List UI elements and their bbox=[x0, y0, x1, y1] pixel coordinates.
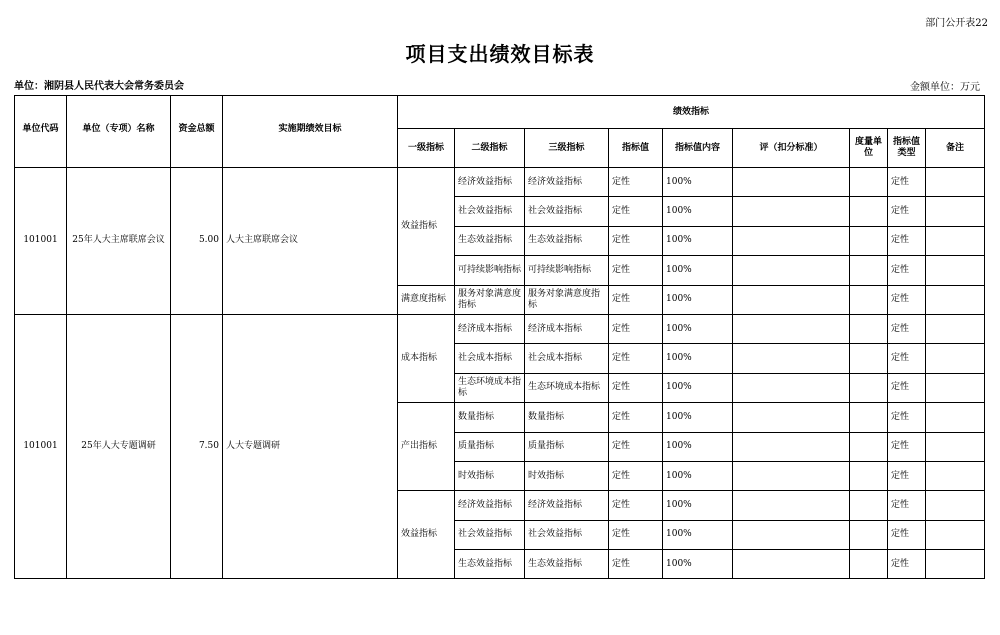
scoring-standard-cell bbox=[733, 520, 850, 549]
level1-indicator-cell: 产出指标 bbox=[398, 403, 455, 491]
level3-indicator-cell: 经济效益指标 bbox=[525, 168, 609, 197]
level2-indicator-cell: 生态效益指标 bbox=[455, 550, 525, 579]
amount-unit: 金额单位：万元 bbox=[910, 82, 980, 93]
level1-indicator-cell: 满意度指标 bbox=[398, 285, 455, 314]
scoring-standard-cell bbox=[733, 491, 850, 520]
indicator-content-cell: 100% bbox=[663, 256, 733, 285]
indicator-value-cell: 定性 bbox=[609, 168, 663, 197]
remark-cell bbox=[926, 285, 985, 314]
value-type-cell: 定性 bbox=[888, 432, 926, 461]
remark-cell bbox=[926, 461, 985, 490]
indicator-content-cell: 100% bbox=[663, 168, 733, 197]
level2-indicator-cell: 社会效益指标 bbox=[455, 197, 525, 226]
indicator-content-cell: 100% bbox=[663, 432, 733, 461]
header-value-type: 指标值类型 bbox=[888, 129, 926, 168]
remark-cell bbox=[926, 197, 985, 226]
level3-indicator-cell: 经济成本指标 bbox=[525, 314, 609, 343]
level3-indicator-cell: 社会效益指标 bbox=[525, 520, 609, 549]
table-row bbox=[15, 168, 985, 197]
indicator-value-cell: 定性 bbox=[609, 373, 663, 402]
value-type-cell: 定性 bbox=[888, 314, 926, 343]
header-level2: 二级指标 bbox=[455, 129, 525, 168]
total-amount-cell: 7.50 bbox=[171, 314, 223, 579]
level2-indicator-cell: 经济成本指标 bbox=[455, 314, 525, 343]
header-unit-name: 单位（专项）名称 bbox=[67, 96, 171, 168]
value-type-cell: 定性 bbox=[888, 491, 926, 520]
indicator-value-cell: 定性 bbox=[609, 197, 663, 226]
measure-unit-cell bbox=[850, 550, 888, 579]
level3-indicator-cell: 社会成本指标 bbox=[525, 344, 609, 373]
level3-indicator-cell: 质量指标 bbox=[525, 432, 609, 461]
indicator-value-cell: 定性 bbox=[609, 285, 663, 314]
level1-indicator-cell: 效益指标 bbox=[398, 168, 455, 286]
indicator-content-cell: 100% bbox=[663, 520, 733, 549]
value-type-cell: 定性 bbox=[888, 256, 926, 285]
remark-cell bbox=[926, 226, 985, 255]
remark-cell bbox=[926, 314, 985, 343]
remark-cell bbox=[926, 550, 985, 579]
measure-unit-cell bbox=[850, 285, 888, 314]
header-measure-unit: 度量单位 bbox=[850, 129, 888, 168]
level2-indicator-cell: 服务对象满意度指标 bbox=[455, 285, 525, 314]
project-name-cell: 25年人大主席联席会议 bbox=[67, 168, 171, 315]
level3-indicator-cell: 时效指标 bbox=[525, 461, 609, 490]
indicator-content-cell: 100% bbox=[663, 461, 733, 490]
level2-indicator-cell: 经济效益指标 bbox=[455, 491, 525, 520]
indicator-value-cell: 定性 bbox=[609, 256, 663, 285]
page-title: 项目支出绩效目标表 bbox=[405, 42, 595, 66]
value-type-cell: 定性 bbox=[888, 285, 926, 314]
value-type-cell: 定性 bbox=[888, 403, 926, 432]
scoring-standard-cell bbox=[733, 550, 850, 579]
header-goal: 实施期绩效目标 bbox=[223, 96, 398, 168]
measure-unit-cell bbox=[850, 197, 888, 226]
scoring-standard-cell bbox=[733, 314, 850, 343]
table-body bbox=[15, 168, 985, 579]
level3-indicator-cell: 生态效益指标 bbox=[525, 226, 609, 255]
remark-cell bbox=[926, 168, 985, 197]
header-value-content: 指标值内容 bbox=[663, 129, 733, 168]
level3-indicator-cell: 可持续影响指标 bbox=[525, 256, 609, 285]
value-type-cell: 定性 bbox=[888, 461, 926, 490]
indicator-value-cell: 定性 bbox=[609, 432, 663, 461]
measure-unit-cell bbox=[850, 256, 888, 285]
measure-unit-cell bbox=[850, 491, 888, 520]
indicator-content-cell: 100% bbox=[663, 491, 733, 520]
indicator-value-cell: 定性 bbox=[609, 226, 663, 255]
measure-unit-cell bbox=[850, 432, 888, 461]
value-type-cell: 定性 bbox=[888, 226, 926, 255]
document-number-label: 部门公开表22 bbox=[925, 18, 988, 29]
header-scoring-standard: 评（扣分标准） bbox=[733, 129, 850, 168]
level1-indicator-cell: 成本指标 bbox=[398, 314, 455, 402]
goal-cell: 人大主席联席会议 bbox=[223, 168, 398, 315]
header-remark: 备注 bbox=[926, 129, 985, 168]
scoring-standard-cell bbox=[733, 373, 850, 402]
table-row bbox=[15, 314, 985, 343]
value-type-cell: 定性 bbox=[888, 168, 926, 197]
header-value: 指标值 bbox=[609, 129, 663, 168]
scoring-standard-cell bbox=[733, 285, 850, 314]
indicator-value-cell: 定性 bbox=[609, 491, 663, 520]
remark-cell bbox=[926, 403, 985, 432]
header-level3: 三级指标 bbox=[525, 129, 609, 168]
indicator-content-cell: 100% bbox=[663, 550, 733, 579]
indicator-value-cell: 定性 bbox=[609, 550, 663, 579]
measure-unit-cell bbox=[850, 373, 888, 402]
level2-indicator-cell: 社会成本指标 bbox=[455, 344, 525, 373]
unit-code-cell: 101001 bbox=[15, 168, 67, 315]
value-type-cell: 定性 bbox=[888, 344, 926, 373]
scoring-standard-cell bbox=[733, 226, 850, 255]
measure-unit-cell bbox=[850, 461, 888, 490]
header-unit-code: 单位代码 bbox=[15, 96, 67, 168]
measure-unit-cell bbox=[850, 403, 888, 432]
remark-cell bbox=[926, 256, 985, 285]
measure-unit-cell bbox=[850, 314, 888, 343]
level2-indicator-cell: 生态环境成本指标 bbox=[455, 373, 525, 402]
indicator-value-cell: 定性 bbox=[609, 520, 663, 549]
scoring-standard-cell bbox=[733, 461, 850, 490]
performance-target-table bbox=[14, 95, 985, 579]
indicator-content-cell: 100% bbox=[663, 344, 733, 373]
scoring-standard-cell bbox=[733, 344, 850, 373]
indicator-value-cell: 定性 bbox=[609, 314, 663, 343]
level3-indicator-cell: 生态效益指标 bbox=[525, 550, 609, 579]
measure-unit-cell bbox=[850, 520, 888, 549]
measure-unit-cell bbox=[850, 226, 888, 255]
level2-indicator-cell: 社会效益指标 bbox=[455, 520, 525, 549]
level3-indicator-cell: 经济效益指标 bbox=[525, 491, 609, 520]
level2-indicator-cell: 时效指标 bbox=[455, 461, 525, 490]
value-type-cell: 定性 bbox=[888, 520, 926, 549]
indicator-content-cell: 100% bbox=[663, 373, 733, 402]
level3-indicator-cell: 社会效益指标 bbox=[525, 197, 609, 226]
unit-code-cell: 101001 bbox=[15, 314, 67, 579]
level2-indicator-cell: 生态效益指标 bbox=[455, 226, 525, 255]
remark-cell bbox=[926, 432, 985, 461]
unit-name: 单位：湘阴县人民代表大会常务委员会 bbox=[14, 81, 184, 92]
value-type-cell: 定性 bbox=[888, 197, 926, 226]
header-level1: 一级指标 bbox=[398, 129, 455, 168]
level2-indicator-cell: 数量指标 bbox=[455, 403, 525, 432]
value-type-cell: 定性 bbox=[888, 550, 926, 579]
scoring-standard-cell bbox=[733, 256, 850, 285]
remark-cell bbox=[926, 373, 985, 402]
measure-unit-cell bbox=[850, 168, 888, 197]
header-total-amount: 资金总额 bbox=[171, 96, 223, 168]
value-type-cell: 定性 bbox=[888, 373, 926, 402]
level2-indicator-cell: 质量指标 bbox=[455, 432, 525, 461]
remark-cell bbox=[926, 491, 985, 520]
level2-indicator-cell: 经济效益指标 bbox=[455, 168, 525, 197]
scoring-standard-cell bbox=[733, 403, 850, 432]
indicator-content-cell: 100% bbox=[663, 226, 733, 255]
project-name-cell: 25年人大专题调研 bbox=[67, 314, 171, 579]
total-amount-cell: 5.00 bbox=[171, 168, 223, 315]
level3-indicator-cell: 服务对象满意度指标 bbox=[525, 285, 609, 314]
indicator-value-cell: 定性 bbox=[609, 344, 663, 373]
remark-cell bbox=[926, 520, 985, 549]
header-performance-indicators: 绩效指标 bbox=[398, 96, 985, 129]
indicator-content-cell: 100% bbox=[663, 403, 733, 432]
scoring-standard-cell bbox=[733, 168, 850, 197]
goal-cell: 人大专题调研 bbox=[223, 314, 398, 579]
indicator-content-cell: 100% bbox=[663, 197, 733, 226]
indicator-value-cell: 定性 bbox=[609, 403, 663, 432]
level2-indicator-cell: 可持续影响指标 bbox=[455, 256, 525, 285]
indicator-value-cell: 定性 bbox=[609, 461, 663, 490]
level3-indicator-cell: 生态环境成本指标 bbox=[525, 373, 609, 402]
level1-indicator-cell: 效益指标 bbox=[398, 491, 455, 579]
remark-cell bbox=[926, 344, 985, 373]
scoring-standard-cell bbox=[733, 432, 850, 461]
level3-indicator-cell: 数量指标 bbox=[525, 403, 609, 432]
measure-unit-cell bbox=[850, 344, 888, 373]
indicator-content-cell: 100% bbox=[663, 285, 733, 314]
indicator-content-cell: 100% bbox=[663, 314, 733, 343]
scoring-standard-cell bbox=[733, 197, 850, 226]
